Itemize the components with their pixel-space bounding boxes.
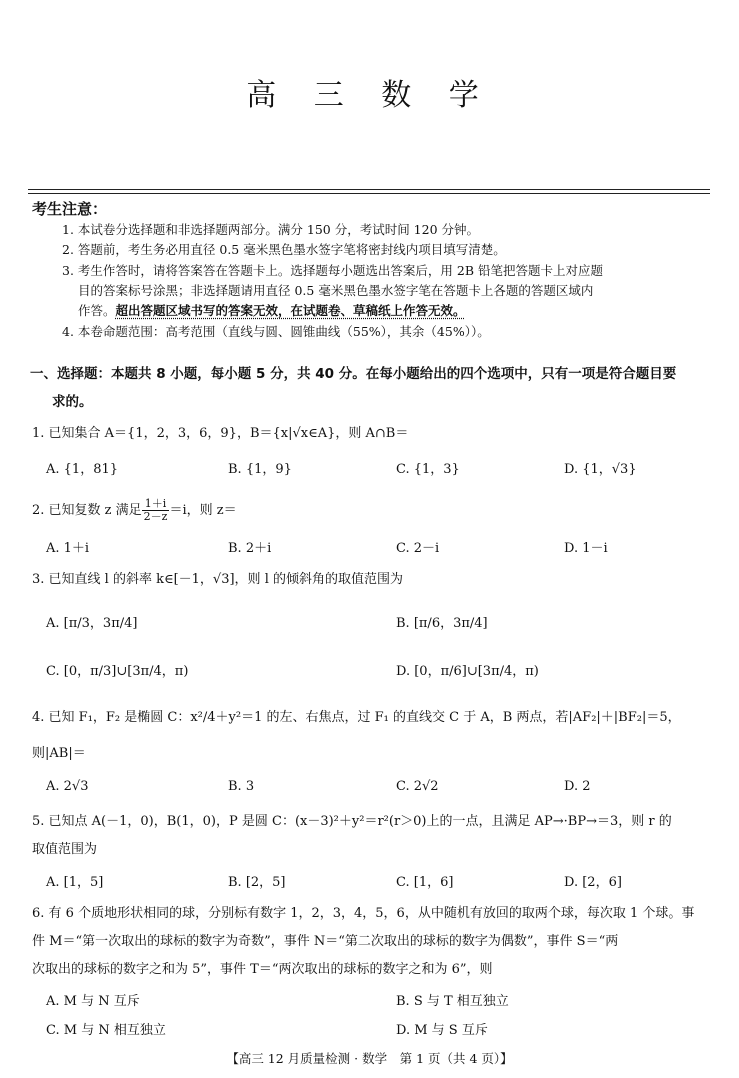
section-1-heading: 一、选择题：本题共 8 小题，每小题 5 分，共 40 分。在每小题给出的四个选项中，只有一项是符合题目要 求的。 — [30, 366, 677, 410]
q5-option-a: A. [1，5] — [46, 875, 104, 890]
question-1-options — [46, 458, 726, 478]
question-4-options — [46, 779, 726, 799]
q2-fraction: $\frac{1+i}{2-z}$ — [143, 497, 168, 523]
question-6-stem-cont2: 次取出的球标的数字之和为 5”，事件 T＝“两次取出的球标的数字之和为 6”，则 — [32, 962, 493, 977]
q1-option-c: C. {1，3} — [396, 462, 460, 477]
q2-option-a: A. 1＋i — [46, 541, 90, 556]
q6-option-c: C. M 与 N 相互独立 — [46, 1023, 166, 1038]
q3-option-d: D. [0，π/6]∪[3π/4，π) — [396, 664, 539, 679]
question-3-options-cd — [46, 660, 726, 680]
page-footer: 【高三 12 月质量检测 · 数学 第 1 页（共 4 页）】 — [226, 1051, 513, 1066]
notice-item-3-cont: 目的答案标号涂黑；非选择题请用直径 0.5 毫米黑色墨水签字笔在答题卡上各题的答题区域内 — [78, 283, 594, 298]
question-5-stem-cont: 取值范围为 — [32, 842, 98, 857]
q1-option-b: B. {1，9} — [228, 462, 292, 477]
question-5-options — [46, 871, 726, 891]
header-rule-thin — [28, 193, 710, 194]
q5-option-c: C. [1，6] — [396, 875, 454, 890]
q6-option-a: A. M 与 N 互斥 — [46, 994, 140, 1009]
q4-option-c: C. 2√2 — [396, 779, 439, 794]
question-4-stem: 4. 已知 F₁，F₂ 是椭圆 C：x²/4＋y²＝1 的左、右焦点，过 F₁ 的直线交 C 于 A，B 两点，若|AF₂|＋|BF₂|＝5， — [32, 710, 681, 725]
question-1-stem: 1. 已知集合 A＝{1，2，3，6，9}，B＝{x|√x∈A}，则 A∩B＝ — [32, 426, 409, 441]
q3-option-b: B. [π/6，3π/4] — [396, 616, 488, 631]
q4-option-a: A. 2√3 — [46, 779, 89, 794]
q1-option-a: A. {1，81} — [46, 462, 119, 477]
q4-option-b: B. 3 — [228, 779, 255, 794]
exam-title: 高 三 数 学 — [246, 78, 493, 113]
q3-option-a: A. [π/3，3π/4] — [46, 616, 138, 631]
q2-option-c: C. 2－i — [396, 541, 440, 556]
q6-option-b: B. S 与 T 相互独立 — [396, 994, 509, 1009]
notice-emphasis: 超出答题区域书写的答案无效，在试题卷、草稿纸上作答无效。 — [115, 303, 466, 318]
notice-item-4: 4. 本卷命题范围：高考范围（直线与圆、圆锥曲线（55%），其余（45%））。 — [62, 324, 490, 339]
question-4-stem-cont: 则|AB|＝ — [32, 746, 86, 761]
q3-option-c: C. [0，π/3]∪[3π/4，π) — [46, 664, 189, 679]
q5-option-b: B. [2，5] — [228, 875, 286, 890]
q1-option-d: D. {1，√3} — [564, 462, 637, 477]
header-rule-thick — [28, 189, 710, 190]
question-3-stem: 3. 已知直线 l 的斜率 k∈[－1，√3]，则 l 的倾斜角的取值范围为 — [32, 572, 403, 587]
notice-item-3: 3. 考生作答时，请将答案答在答题卡上。选择题每小题选出答案后，用 2B 铅笔把答题卡上对应题 — [62, 263, 603, 278]
question-6-stem-cont: 件 M＝“第一次取出的球标的数字为奇数”，事件 N＝“第二次取出的球标的数字为偶数”，事件 S＝“两 — [32, 934, 619, 949]
question-6-options-ab — [46, 990, 726, 1010]
question-2-stem: 2. 已知复数 z 满足 $\frac{1+i}{2-z}$ ＝i，则 z＝ — [32, 497, 237, 523]
q6-option-d: D. M 与 S 互斥 — [396, 1023, 488, 1038]
question-3-options-ab — [46, 612, 726, 632]
q5-option-d: D. [2，6] — [564, 875, 622, 890]
question-6-stem: 6. 有 6 个质地形状相同的球，分别标有数字 1，2，3，4，5，6，从中随机有放回的取两个球，每次取 1 个球。事 — [32, 906, 695, 921]
question-5-stem: 5. 已知点 A(－1，0)，B(1，0)，P 是圆 C：(x－3)²＋y²＝r²(r＞0)上的一点，且满足 AP→·BP→＝3，则 r 的 — [32, 814, 672, 829]
q4-option-d: D. 2 — [564, 779, 591, 794]
q2-option-d: D. 1－i — [564, 541, 608, 556]
q2-option-b: B. 2＋i — [228, 541, 272, 556]
notice-heading: 考生注意： — [32, 200, 108, 218]
notice-item-3-end: 作答。超出答题区域书写的答案无效，在试题卷、草稿纸上作答无效。 — [78, 303, 466, 318]
question-2-options — [46, 537, 726, 557]
notice-item-2: 2. 答题前，考生务必用直径 0.5 毫米黑色墨水签字笔将密封线内项目填写清楚。 — [62, 242, 506, 257]
notice-item-1: 1. 本试卷分选择题和非选择题两部分。满分 150 分，考试时间 120 分钟。 — [62, 222, 480, 237]
question-6-options-cd — [46, 1019, 726, 1039]
